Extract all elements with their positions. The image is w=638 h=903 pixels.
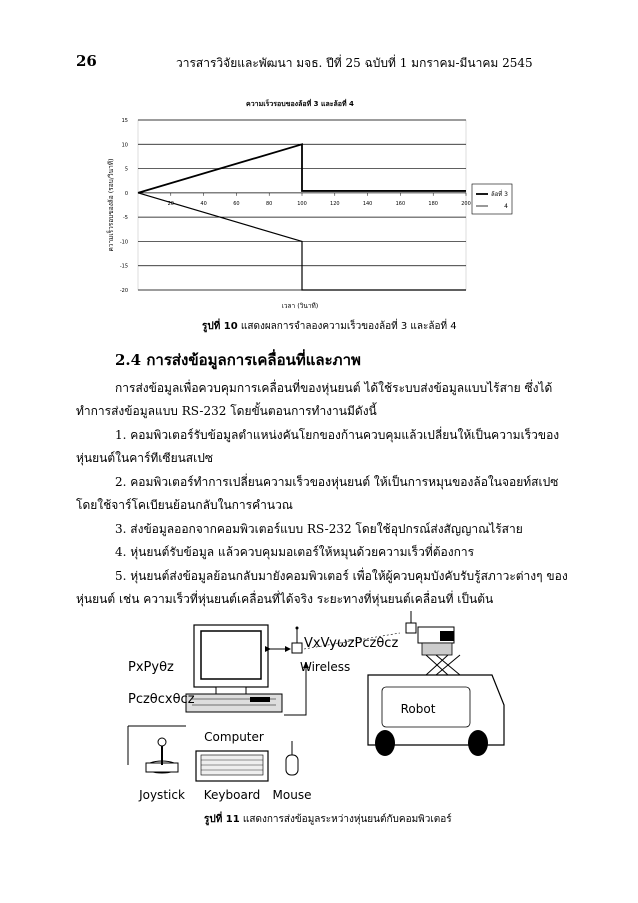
figure-10-caption-text: แสดงผลการจำลองความเร็วของล้อที่ 3 และล้อที่ 4 (237, 321, 457, 332)
y-tick-label: -15 (119, 263, 128, 270)
x-tick-label: 20 (167, 200, 174, 207)
keyboard-icon (196, 751, 268, 781)
cz-vars-label: Pczθcxθcz (128, 692, 195, 707)
vel-vars-label: VxVyωzPczθcz (304, 636, 399, 651)
chart-legend (472, 184, 512, 214)
x-tick-label: 160 (395, 200, 406, 207)
monitor-icon (186, 625, 282, 712)
paragraph-line-2: ทำการส่งข้อมูลแบบ RS-232 โดยขั้นตอนการทำงานมีดังนี้ (76, 404, 377, 418)
journal-header: วารสารวิจัยและพัฒนา มจธ. ปีที่ 25 ฉบับที่ 1 มกราคม-มีนาคม 2545 (176, 56, 533, 70)
paragraph-line-8: 4. หุ่นยนต์รับข้อมูล แล้วควบคุมมอเตอร์ให้หมุนด้วยความเร็วที่ต้องการ (115, 545, 475, 559)
y-tick-label: 10 (121, 142, 128, 149)
figure-10-chart (100, 92, 540, 314)
legend-label-3: ล้อที่ 3 (491, 191, 508, 198)
x-tick-label: 80 (266, 200, 273, 207)
x-tick-label: 100 (297, 200, 307, 207)
mouse-label: Mouse (272, 788, 312, 802)
joystick-icon (146, 738, 178, 773)
y-tick-label: 0 (124, 190, 128, 197)
figure-10-caption (202, 319, 457, 334)
figure-11-diagram (100, 605, 540, 810)
paragraph-line-7: 3. ส่งข้อมูลออกจากคอมพิวเตอร์แบบ RS-232 โดยใช้อุปกรณ์ส่งสัญญาณไร้สาย (115, 522, 523, 536)
y-tick-label: -20 (119, 288, 128, 294)
y-tick-label: 5 (124, 166, 128, 173)
paragraph-line-9: 5. หุ่นยนต์ส่งข้อมูลย้อนกลับมายังคอมพิวเตอร์ เพื่อให้ผู้ควบคุมบังคับรับรู้สภาวะต่างๆ ของ (115, 569, 568, 583)
robot-label: Robot (400, 702, 436, 716)
paragraph-line-10: หุ่นยนต์ เช่น ความเร็วที่หุ่นยนต์เคลื่อนที่ได้จริง ระยะทางที่หุ่นยนต์เคลื่อนที่ เป็นต้น (76, 592, 494, 606)
x-tick-label: 120 (330, 200, 340, 207)
figure-10-caption-label: รูปที่ 10 (202, 321, 238, 332)
y-tick-label: -10 (119, 239, 128, 246)
pos-vars-label: PxPyθz (128, 660, 174, 675)
figure-11-caption-label: รูปที่ 11 (204, 814, 240, 825)
x-tick-label: 60 (233, 200, 240, 207)
section-heading: 2.4 การส่งข้อมูลการเคลื่อนที่และภาพ (115, 351, 361, 369)
computer-label: Computer (204, 730, 264, 744)
wireless-label: Wireless (300, 660, 351, 674)
y-tick-label: -5 (123, 215, 128, 222)
chart-svg (100, 92, 540, 314)
page-number: 26 (76, 52, 97, 70)
x-tick-label: 140 (362, 200, 373, 207)
y-axis-label: ความเร็วรอบของล้อ (รอบ/วินาที) (107, 158, 115, 252)
diagram-svg (100, 605, 540, 810)
legend-label-4: 4 (504, 203, 508, 210)
paragraph-line-5: 2. คอมพิวเตอร์ทำการเปลี่ยนความเร็วของหุ่นยนต์ ให้เป็นการหมุนของล้อในจอยท์สเปซ (115, 475, 559, 489)
joystick-label: Joystick (139, 788, 185, 802)
paragraph-line-3: 1. คอมพิวเตอร์รับข้อมูลตำแหน่งคันโยกของก้านควบคุมแล้วเปลี่ยนให้เป็นความเร็วของ (115, 428, 560, 442)
y-tick-label: 15 (121, 118, 128, 124)
chart-title: ความเร็วรอบของล้อที่ 3 และล้อที่ 4 (246, 100, 354, 108)
figure-11-caption-text: แสดงการส่งข้อมูลระหว่างหุ่นยนต์กับคอมพิวเตอร์ (239, 814, 452, 825)
x-tick-label: 180 (428, 200, 438, 207)
figure-11-caption (204, 812, 452, 827)
mouse-icon (286, 741, 298, 775)
paragraph-line-4: หุ่นยนต์ในคาร์ทีเซียนสเปซ (76, 451, 213, 465)
keyboard-label: Keyboard (203, 788, 261, 802)
paragraph-line-6: โดยใช้จาร์โคเบียนย้อนกลับในการคำนวณ (76, 498, 293, 512)
x-tick-label: 40 (200, 200, 207, 207)
paragraph-line-1: การส่งข้อมูลเพื่อควบคุมการเคลื่อนที่ของหุ่นยนต์ ได้ใช้ระบบส่งข้อมูลแบบไร้สาย ซึ่งได้ (115, 381, 553, 395)
x-tick-label: 200 (461, 200, 471, 207)
x-axis-label: เวลา (วินาที) (281, 302, 319, 310)
